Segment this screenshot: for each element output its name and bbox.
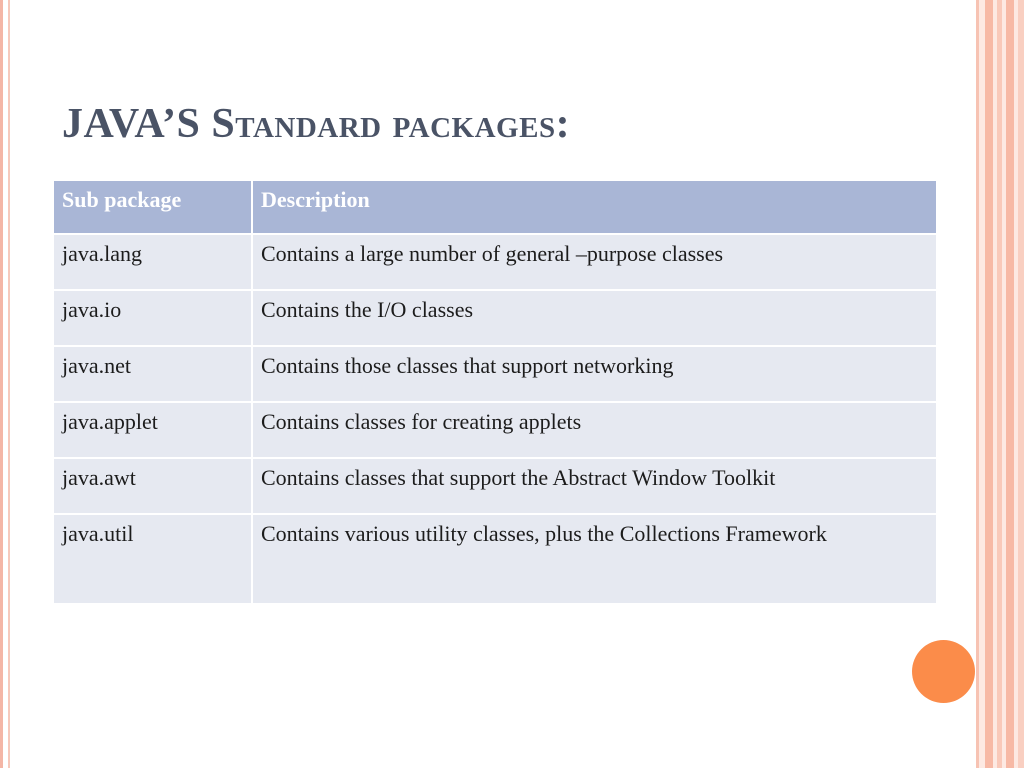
header-sub-package: Sub package: [53, 180, 252, 234]
table-row: [53, 458, 937, 514]
cell-package: java.lang: [53, 234, 252, 290]
cell-description: Contains those classes that support networking: [252, 346, 937, 402]
cell-package: java.awt: [53, 458, 252, 514]
cell-package: java.io: [53, 290, 252, 346]
packages-table: [52, 179, 938, 605]
slide-title: JAVA’S Standard packages:: [62, 101, 571, 147]
stripe: [1006, 0, 1014, 768]
stripe: [976, 0, 979, 768]
table-row: [53, 290, 937, 346]
stripe: [985, 0, 993, 768]
table-header-row: [53, 180, 937, 234]
table-row: [53, 514, 937, 604]
cell-package: java.applet: [53, 402, 252, 458]
cell-package: java.net: [53, 346, 252, 402]
stripe: [1018, 0, 1024, 768]
stripe: [997, 0, 1002, 768]
left-border-line: [0, 0, 3, 768]
orange-circle-icon: [912, 640, 975, 703]
cell-package: java.util: [53, 514, 252, 604]
table-row: [53, 234, 937, 290]
table-row: [53, 346, 937, 402]
table-row: [53, 402, 937, 458]
cell-description: Contains classes that support the Abstract Window Toolkit: [252, 458, 937, 514]
cell-description: Contains various utility classes, plus the Collections Framework: [252, 514, 937, 604]
cell-description: Contains classes for creating applets: [252, 402, 937, 458]
header-description: Description: [252, 180, 937, 234]
cell-description: Contains the I/O classes: [252, 290, 937, 346]
cell-description: Contains a large number of general –purpose classes: [252, 234, 937, 290]
left-border-line-inner: [8, 0, 10, 768]
